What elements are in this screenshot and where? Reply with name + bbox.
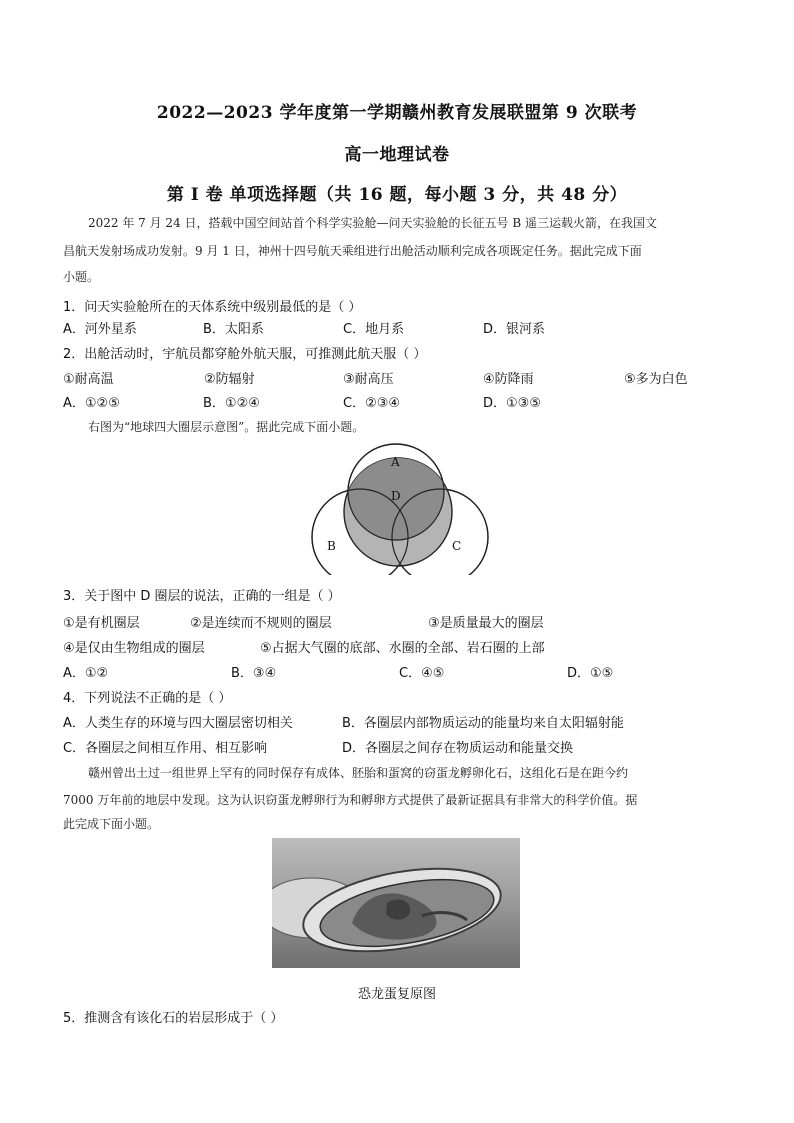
q3-stem: 3．关于图中 D 圈层的说法，正确的一组是（ ） xyxy=(63,589,341,604)
q1-option-c[interactable]: C．地月系 xyxy=(343,322,405,337)
q2-option-d[interactable]: D．①③⑤ xyxy=(483,396,541,411)
q2-item-5: ⑤多为白色 xyxy=(624,372,688,387)
q2-item-4: ④防降雨 xyxy=(483,372,534,387)
label-d: D xyxy=(391,489,401,503)
earth-spheres-diagram xyxy=(300,440,500,575)
label-b: B xyxy=(327,539,336,553)
passage1-line3: 小题。 xyxy=(63,270,100,284)
q4-option-b[interactable]: B．各圈层内部物质运动的能量均来自太阳辐射能 xyxy=(342,716,624,731)
q3-item-1: ①是有机圈层 xyxy=(63,616,140,631)
q3-item-2: ②是连续而不规则的圈层 xyxy=(190,616,332,631)
q3-item-5: ⑤占据大气圈的底部、水圈的全部、岩石圈的上部 xyxy=(260,641,545,656)
photo-caption: 恐龙蛋复原图 xyxy=(357,987,436,1002)
q5-stem: 5．推测含有该化石的岩层形成于（ ） xyxy=(63,1011,284,1026)
q3-option-b[interactable]: B．③④ xyxy=(231,666,277,681)
q3-item-3: ③是质量最大的圈层 xyxy=(428,616,544,631)
q2-option-c[interactable]: C．②③④ xyxy=(343,396,401,411)
dinosaur-egg-photo xyxy=(272,838,520,968)
passage1-line1: 2022 年 7 月 24 日，搭载中国空间站首个科学实验舱—问天实验舱的长征五号 B 遥三运载火箭，在我国文 xyxy=(88,216,657,230)
q1-option-d[interactable]: D．银河系 xyxy=(483,322,546,337)
q3-option-d[interactable]: D．①⑤ xyxy=(567,666,614,681)
exam-subtitle: 高一地理试卷 xyxy=(344,145,450,165)
q4-stem: 4．下列说法不正确的是（ ） xyxy=(63,691,232,706)
section-title: 第 I 卷 单项选择题（共 16 题，每小题 3 分，共 48 分） xyxy=(166,185,628,205)
passage2-line2: 7000 万年前的地层中发现。这为认识窃蛋龙孵卵行为和孵卵方式提供了最新证据具有非常大的科学价值。据 xyxy=(63,793,638,807)
q2-option-a[interactable]: A．①②⑤ xyxy=(63,396,120,411)
passage2-line3: 此完成下面小题。 xyxy=(63,817,160,831)
q4-option-d[interactable]: D．各圈层之间存在物质运动和能量交换 xyxy=(342,741,574,756)
label-a: A xyxy=(391,455,400,469)
q2-item-3: ③耐高压 xyxy=(343,372,394,387)
q1-option-a[interactable]: A．河外星系 xyxy=(63,322,137,337)
q4-option-c[interactable]: C．各圈层之间相互作用、相互影响 xyxy=(63,741,268,756)
q1-stem: 1．问天实验舱所在的天体系统中级别最低的是（ ） xyxy=(63,300,362,315)
q3-option-c[interactable]: C．④⑤ xyxy=(399,666,445,681)
passage2-line1: 赣州曾出土过一组世界上罕有的同时保存有成体、胚胎和蛋窝的窃蛋龙孵卵化石，这组化石是在距今约 xyxy=(88,766,629,780)
label-c: C xyxy=(452,539,462,553)
exam-title: 2022—2023 学年度第一学期赣州教育发展联盟第 9 次联考 xyxy=(156,103,638,123)
q3-option-a[interactable]: A．①② xyxy=(63,666,109,681)
q4-option-a[interactable]: A．人类生存的环境与四大圈层密切相关 xyxy=(63,716,293,731)
q2-item-2: ②防辐射 xyxy=(204,372,255,387)
figure-intro: 右图为“地球四大圈层示意图”。据此完成下面小题。 xyxy=(88,420,365,434)
q2-item-1: ①耐高温 xyxy=(63,372,114,387)
passage1-line2: 昌航天发射场成功发射。9 月 1 日，神州十四号航天乘组进行出舱活动顺利完成各项既定任务。据此完成下面 xyxy=(63,244,642,258)
q2-stem: 2．出舱活动时，宇航员都穿舱外航天服，可推测此航天服（ ） xyxy=(63,347,427,362)
q2-option-b[interactable]: B．①②④ xyxy=(203,396,260,411)
q1-option-b[interactable]: B．太阳系 xyxy=(203,322,264,337)
q3-item-4: ④是仅由生物组成的圈层 xyxy=(63,641,205,656)
